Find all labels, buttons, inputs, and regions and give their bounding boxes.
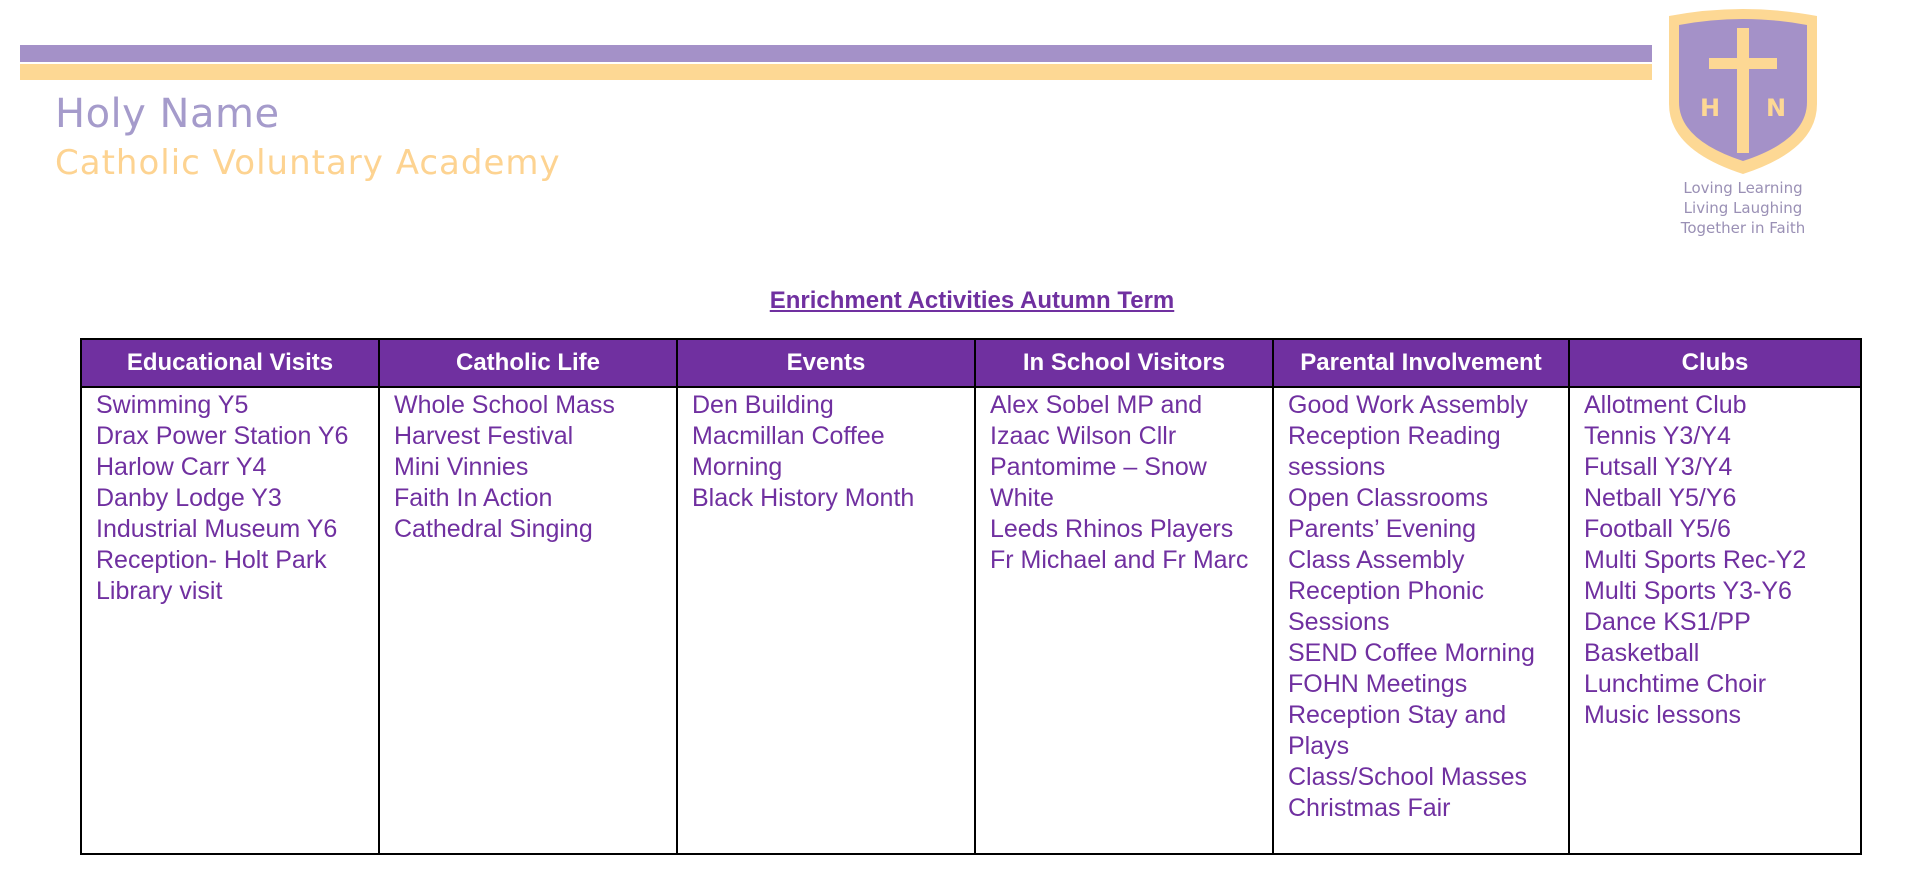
list-item: Harvest Festival bbox=[394, 422, 574, 450]
list-item: Open Classrooms bbox=[1288, 484, 1489, 512]
list-item: Den Building bbox=[692, 391, 834, 419]
list-item: Drax Power Station Y6 bbox=[96, 422, 349, 450]
enrichment-table bbox=[80, 338, 1862, 855]
list-item: Futsall Y3/Y4 bbox=[1584, 453, 1733, 481]
list-item: Alex Sobel MP and Izaac Wilson Cllr bbox=[990, 391, 1203, 450]
header-band-purple bbox=[20, 45, 1652, 62]
header-band-yellow bbox=[20, 64, 1652, 80]
list-item: Macmillan Coffee Morning bbox=[692, 422, 885, 481]
document-title: Enrichment Activities Autumn Term bbox=[769, 287, 1175, 314]
list-item: Mini Vinnies bbox=[394, 453, 529, 481]
school-motto bbox=[1643, 178, 1843, 238]
list-item: Multi Sports Rec-Y2 bbox=[1584, 546, 1807, 574]
column-header-clubs: Clubs bbox=[1569, 339, 1861, 387]
list-item: Whole School Mass bbox=[394, 391, 615, 419]
list-item: Faith In Action bbox=[394, 484, 553, 512]
column-header-educational-visits: Educational Visits bbox=[81, 339, 379, 387]
list-item: Class Assembly bbox=[1288, 546, 1465, 574]
list-item: Dance KS1/PP bbox=[1584, 608, 1751, 636]
cell-in-school-visitors bbox=[975, 387, 1273, 854]
list-item: Lunchtime Choir bbox=[1584, 670, 1767, 698]
list-item: Reception Phonic Sessions bbox=[1288, 577, 1484, 636]
list-item: Reception Stay and Plays bbox=[1288, 701, 1507, 760]
list-item: Swimming Y5 bbox=[96, 391, 249, 419]
column-header-in-school-visitors: In School Visitors bbox=[975, 339, 1273, 387]
list-item: Reception- Holt Park Library visit bbox=[96, 546, 327, 605]
list-item: SEND Coffee Morning bbox=[1288, 639, 1535, 667]
list-item: FOHN Meetings bbox=[1288, 670, 1468, 698]
list-item: Netball Y5/Y6 bbox=[1584, 484, 1737, 512]
list-item: Multi Sports Y3-Y6 bbox=[1584, 577, 1792, 605]
cell-clubs bbox=[1569, 387, 1861, 854]
column-header-events: Events bbox=[677, 339, 975, 387]
list-item: Parents’ Evening bbox=[1288, 515, 1477, 543]
list-item: Harlow Carr Y4 bbox=[96, 453, 267, 481]
column-header-catholic-life: Catholic Life bbox=[379, 339, 677, 387]
list-item: Allotment Club bbox=[1584, 391, 1747, 419]
list-item: Good Work Assembly bbox=[1288, 391, 1528, 419]
list-item: Reception Reading sessions bbox=[1288, 422, 1501, 481]
column-header-parental-involvement: Parental Involvement bbox=[1273, 339, 1569, 387]
list-item: Football Y5/6 bbox=[1584, 515, 1731, 543]
motto-line: Loving Learning bbox=[1683, 179, 1803, 197]
cell-parental-involvement bbox=[1273, 387, 1569, 854]
school-crest-icon bbox=[1663, 8, 1823, 178]
school-name: Holy Name bbox=[55, 91, 280, 137]
list-item: Pantomime – Snow White bbox=[990, 453, 1207, 512]
list-item: Class/School Masses bbox=[1288, 763, 1527, 791]
crest-letter-right: N bbox=[1765, 94, 1787, 122]
list-item: Danby Lodge Y3 bbox=[96, 484, 282, 512]
cell-catholic-life bbox=[379, 387, 677, 854]
list-item: Basketball bbox=[1584, 639, 1700, 667]
list-item: Industrial Museum Y6 bbox=[96, 515, 338, 543]
motto-line: Living Laughing bbox=[1683, 199, 1803, 217]
motto-line: Together in Faith bbox=[1680, 219, 1806, 237]
list-item: Christmas Fair bbox=[1288, 794, 1451, 822]
list-item: Tennis Y3/Y4 bbox=[1584, 422, 1731, 450]
cell-events bbox=[677, 387, 975, 854]
table-header-row bbox=[81, 339, 1861, 387]
crest-letter-left: H bbox=[1699, 94, 1721, 122]
list-item: Fr Michael and Fr Marc bbox=[990, 546, 1249, 574]
list-item: Music lessons bbox=[1584, 701, 1741, 729]
school-subname: Catholic Voluntary Academy bbox=[55, 143, 561, 183]
table-row bbox=[81, 387, 1861, 854]
list-item: Leeds Rhinos Players bbox=[990, 515, 1234, 543]
list-item: Black History Month bbox=[692, 484, 915, 512]
cell-educational-visits bbox=[81, 387, 379, 854]
list-item: Cathedral Singing bbox=[394, 515, 593, 543]
